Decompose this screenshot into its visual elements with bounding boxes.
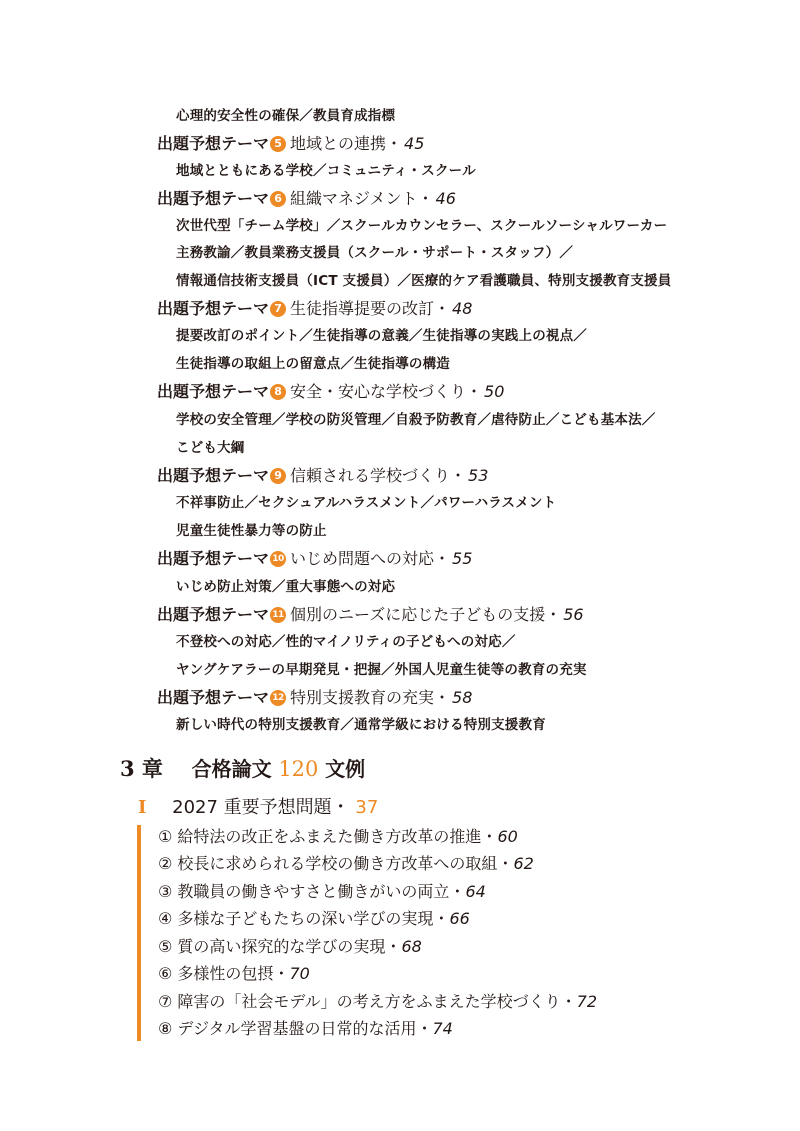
theme-subtopics: ヤングケアラーの早期発見・把握／外国人児童生徒等の教育の充実 — [176, 662, 587, 678]
theme-number-badge: 12 — [270, 690, 286, 706]
chapter-title-suffix: 文例 — [325, 757, 366, 781]
theme-heading-10[interactable] — [157, 548, 472, 570]
theme-heading-11[interactable] — [157, 604, 584, 626]
theme-subtopics: 児童生徒性暴力等の防止 — [176, 523, 327, 539]
list-item[interactable] — [158, 908, 470, 930]
section-title: 2027 重要予想問題・ — [172, 797, 350, 818]
theme-label: 出題予想テーマ — [157, 382, 270, 401]
page-number: 62 — [513, 854, 534, 873]
page-number: 64 — [465, 882, 486, 901]
theme-subtopics: 情報通信技術支援員（ICT 支援員）／医療的ケア看護職員、特別支援教育支援員 — [176, 273, 672, 289]
theme-heading-7[interactable] — [157, 298, 472, 320]
theme-subtopics: 主務教諭／教員業務支援員（スクール・サポート・スタッフ）／ — [176, 245, 574, 261]
theme-subtopics: 次世代型「チーム学校」／スクールカウンセラー、スクールソーシャルワーカー — [176, 218, 668, 234]
theme-heading-9[interactable] — [157, 465, 488, 487]
list-item[interactable] — [158, 936, 422, 958]
theme-subtopics: 提要改訂のポイント／生徒指導の意義／生徒指導の実践上の視点／ — [176, 328, 587, 344]
list-item-text: ⑦ 障害の「社会モデル」の考え方をふまえた学校づくり・ — [158, 992, 577, 1011]
theme-number-badge: 8 — [270, 384, 286, 400]
theme-number-badge: 5 — [270, 136, 286, 152]
page-number: 60 — [497, 827, 518, 846]
page-number: 72 — [576, 992, 597, 1011]
theme-number-badge: 6 — [270, 191, 286, 207]
page-number: 53 — [468, 466, 489, 485]
theme-subtopics: 不祥事防止／セクシュアルハラスメント／パワーハラスメント — [176, 495, 557, 511]
theme-heading-6[interactable] — [157, 188, 456, 210]
theme-title: 安全・安心な学校づくり・ — [290, 382, 483, 401]
list-item-text: ⑤ 質の高い探究的な学びの実現・ — [158, 937, 402, 956]
theme-subtopics: 地域とともにある学校／コミュニティ・スクール — [176, 163, 476, 179]
list-item[interactable] — [158, 991, 597, 1013]
section-page-number: 37 — [355, 797, 379, 818]
section-roman-numeral: I — [138, 797, 147, 818]
list-item-text: ⑥ 多様性の包摂・ — [158, 964, 290, 983]
theme-label: 出題予想テーマ — [157, 688, 270, 707]
theme-title: 地域との連携・ — [290, 134, 403, 153]
theme-label: 出題予想テーマ — [157, 466, 270, 485]
theme-number-badge: 10 — [270, 551, 286, 567]
theme-title: 信頼される学校づくり・ — [290, 466, 467, 485]
section-heading[interactable] — [138, 796, 378, 820]
section-accent-bar — [137, 825, 141, 1041]
list-item-text: ④ 多様な子どもたちの深い学びの実現・ — [158, 909, 450, 928]
theme-label: 出題予想テーマ — [157, 299, 270, 318]
page-number: 50 — [484, 382, 505, 401]
chapter-title: 合格論文 — [191, 757, 272, 781]
theme-subtopics: いじめ防止対策／重大事態への対応 — [176, 579, 396, 595]
list-item[interactable] — [158, 853, 534, 875]
list-item-text: ⑧ デジタル学習基盤の日常的な活用・ — [158, 1019, 433, 1038]
theme-number-badge: 9 — [270, 468, 286, 484]
theme-label: 出題予想テーマ — [157, 134, 270, 153]
theme-subtopics: 新しい時代の特別支援教育／通常学級における特別支援教育 — [176, 717, 546, 733]
page-number: 66 — [449, 909, 470, 928]
list-item-text: ① 給特法の改正をふまえた働き方改革の推進・ — [158, 827, 498, 846]
theme-heading-12[interactable] — [157, 687, 472, 709]
theme-subtopics: 心理的安全性の確保／教員育成指標 — [176, 108, 396, 124]
theme-title: 生徒指導提要の改訂・ — [290, 299, 451, 318]
page-number: 68 — [401, 937, 422, 956]
list-item[interactable] — [158, 881, 486, 903]
theme-title: 個別のニーズに応じた子どもの支援・ — [290, 605, 562, 624]
page-number: 56 — [563, 605, 584, 624]
page-number: 74 — [432, 1019, 453, 1038]
theme-subtopics: こども大綱 — [176, 440, 245, 456]
theme-number-badge: 7 — [270, 301, 286, 317]
theme-label: 出題予想テーマ — [157, 189, 270, 208]
list-item-text: ③ 教職員の働きやすさと働きがいの両立・ — [158, 882, 466, 901]
list-item-text: ② 校長に求められる学校の働き方改革への取組・ — [158, 854, 514, 873]
theme-subtopics: 学校の安全管理／学校の防災管理／自殺予防教育／虐待防止／こども基本法／ — [176, 412, 656, 428]
chapter-highlight-number: 120 — [278, 757, 319, 781]
theme-title: 組織マネジメント・ — [290, 189, 434, 208]
chapter-heading[interactable] — [120, 755, 365, 783]
page-number: 55 — [452, 549, 473, 568]
page-number: 48 — [452, 299, 473, 318]
theme-label: 出題予想テーマ — [157, 605, 270, 624]
chapter-number: 3 章 — [120, 756, 163, 781]
theme-label: 出題予想テーマ — [157, 549, 270, 568]
page-number: 46 — [435, 189, 456, 208]
theme-number-badge: 11 — [270, 607, 286, 623]
page-number: 70 — [289, 964, 310, 983]
theme-title: いじめ問題への対応・ — [290, 549, 451, 568]
list-item[interactable] — [158, 1018, 453, 1040]
theme-title: 特別支援教育の充実・ — [290, 688, 451, 707]
page-number: 45 — [404, 134, 425, 153]
list-item[interactable] — [158, 963, 310, 985]
theme-subtopics: 生徒指導の取組上の留意点／生徒指導の構造 — [176, 356, 450, 372]
theme-heading-5[interactable] — [157, 133, 424, 155]
list-item[interactable] — [158, 826, 518, 848]
page-number: 58 — [452, 688, 473, 707]
theme-subtopics: 不登校への対応／性的マイノリティの子どもへの対応／ — [176, 634, 516, 650]
theme-heading-8[interactable] — [157, 381, 504, 403]
